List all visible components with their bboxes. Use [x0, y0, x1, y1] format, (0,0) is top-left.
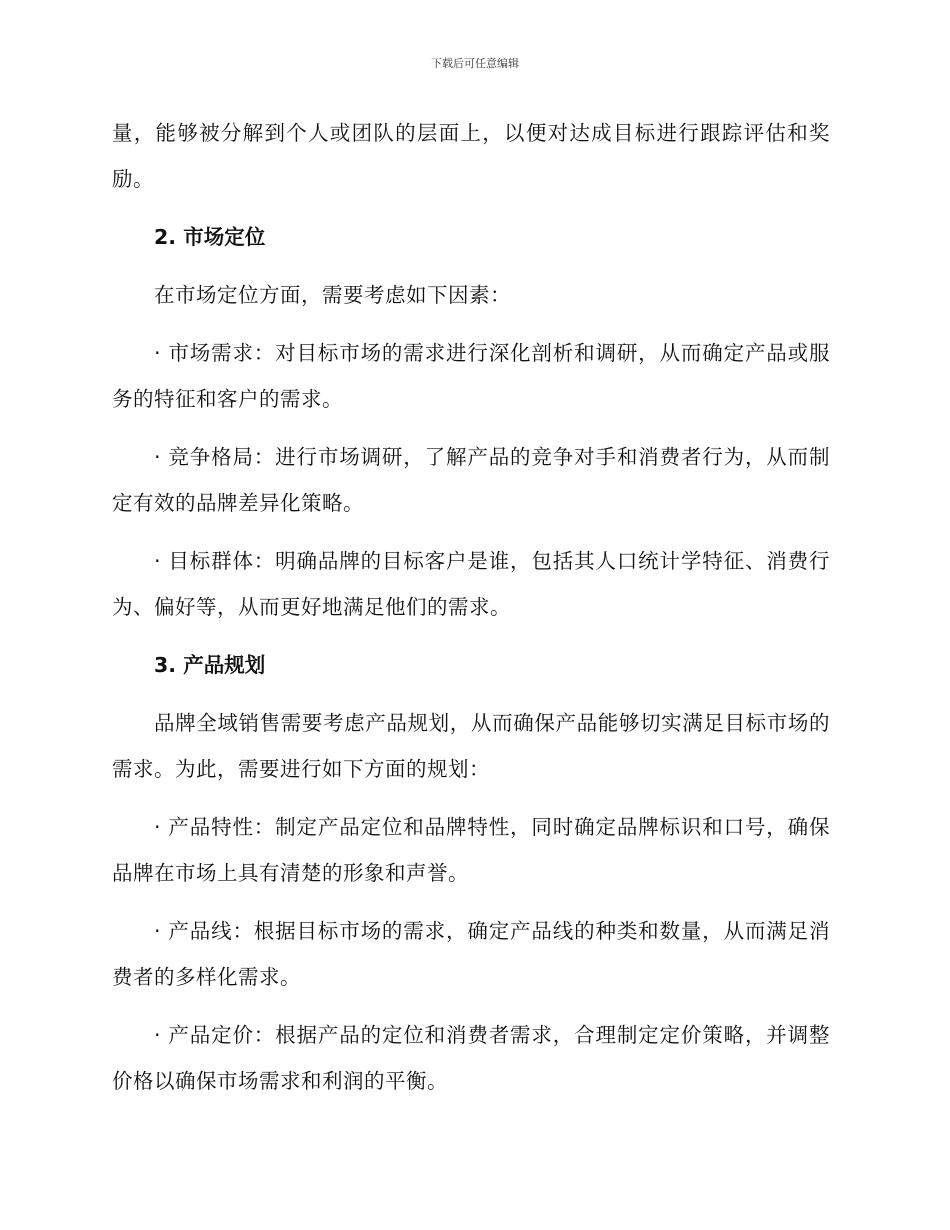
page-header: 下载后可任意编辑 [431, 57, 519, 70]
bullet-product-line: · 产品线：根据目标市场的需求，确定产品线的种类和数量，从而满足消费者的多样化需求。 [112, 919, 830, 989]
section-heading-market-positioning: 2. 市场定位 [154, 225, 266, 249]
bullet-competitive-landscape: · 竞争格局：进行市场调研，了解产品的竞争对手和消费者行为，从而制定有效的品牌差异化策略。 [112, 445, 830, 515]
bullet-market-demand: · 市场需求：对目标市场的需求进行深化剖析和调研，从而确定产品或服务的特征和客户的需求。 [112, 341, 830, 411]
document-body [112, 110, 830, 1116]
paragraph-continuation: 量，能够被分解到个人或团队的层面上，以便对达成目标进行跟踪评估和奖励。 [112, 121, 830, 191]
bullet-product-pricing: · 产品定价：根据产品的定位和消费者需求，合理制定定价策略，并调整价格以确保市场需求和利润的平衡。 [112, 1023, 830, 1093]
paragraph-product-planning-intro: 品牌全域销售需要考虑产品规划，从而确保产品能够切实满足目标市场的需求。为此，需要进行如下方面的规划： [112, 711, 830, 781]
paragraph-market-positioning-intro: 在市场定位方面，需要考虑如下因素： [154, 283, 511, 307]
section-heading-product-planning: 3. 产品规划 [154, 653, 266, 677]
bullet-target-group: · 目标群体：明确品牌的目标客户是谁，包括其人口统计学特征、消费行为、偏好等，从而更好地满足他们的需求。 [112, 549, 830, 619]
bullet-product-features: · 产品特性：制定产品定位和品牌特性，同时确定品牌标识和口号，确保品牌在市场上具有清楚的形象和声誉。 [112, 815, 830, 885]
